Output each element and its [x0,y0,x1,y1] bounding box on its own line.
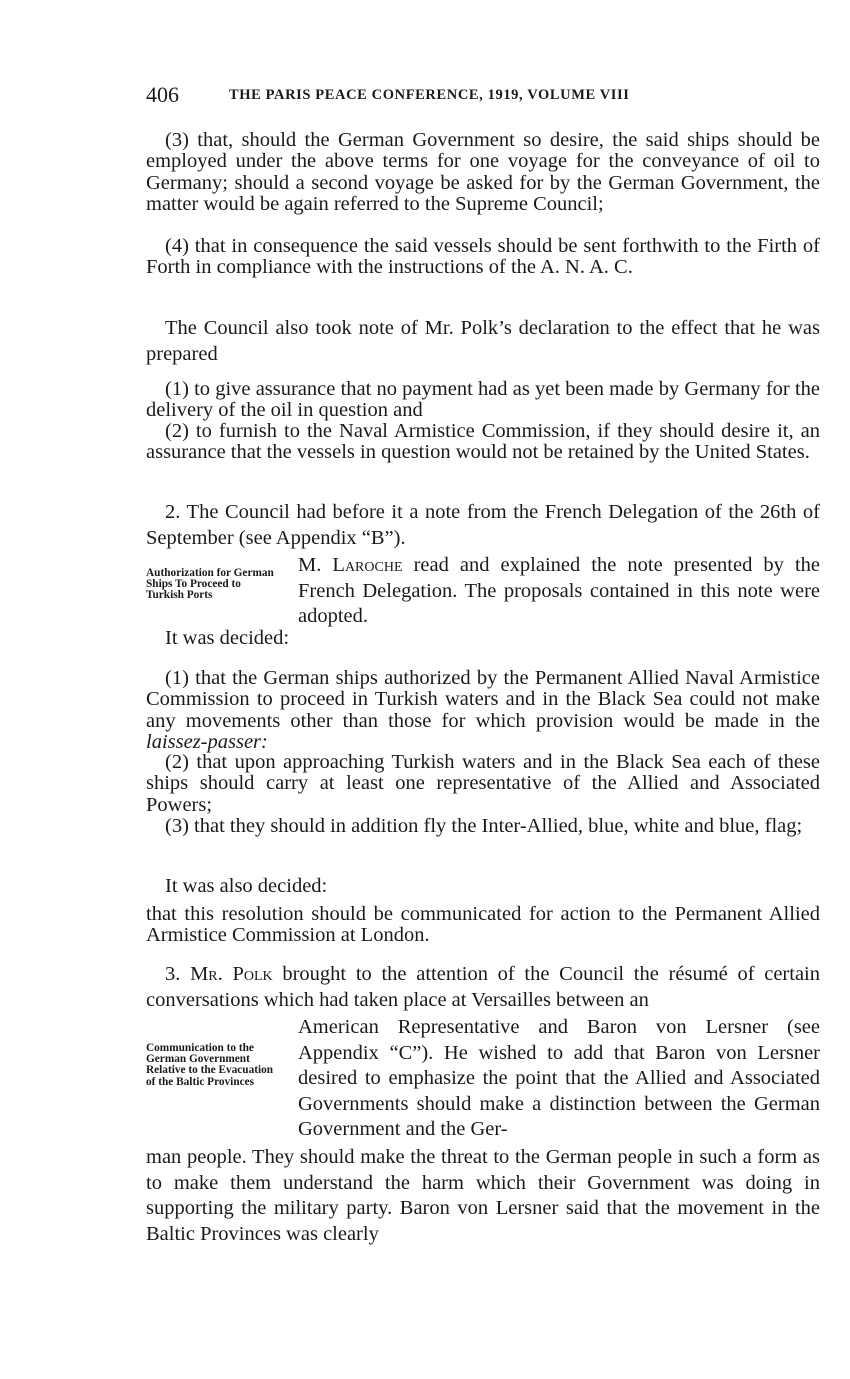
paragraph-polk-1: (1) to give assurance that no payment had as yet been made by Germany for the delivery of the oil in question and [146,378,820,422]
paragraph-polk-2: (2) to furnish to the Naval Armistice Commission, if they should desire it, an assurance that the vessels in question would not be retained by the United States. [146,420,820,464]
paragraph-section-2: 2. The Council had before it a note from the French Delegation of the 26th of September (see Appendix “B”). [146,501,820,549]
paragraph-item-4: (4) that in consequence the said vessels should be sent forthwith to the Firth of Forth in compliance with the instructions of the A. N. A. C. [146,235,820,279]
paragraph-item-3: (3) that, should the German Government so desire, the said ships should be employed under the above terms for one voyage for the conveyance of oil to Germany; should a second voyage be asked for by the German Government, the matter would be again referred to the Supreme Council; [146,129,820,215]
paragraph-decision-1: (1) that the German ships authorized by the Permanent Allied Naval Armistice Commission to proceed in Turkish waters and in the Black Sea could not make any movements other than those for which provision would be made in the laissez-passer: [146,667,820,753]
paragraph-decision-2: (2) that upon approaching Turkish waters and in the Black Sea each of these ships should carry at least one representative of the Allied and Associated Powers; [146,751,820,816]
paragraph-laroche: M. Laroche read and explained the note presented by the French Delegation. The proposals contained in this note were adopted. [298,554,820,627]
laissez-passer-term: laissez-passer: [146,730,268,753]
paragraph-also-decided: It was also decided: [165,875,328,897]
speaker-polk: Mr. Polk [190,963,273,985]
paragraph-council-note: The Council also took note of Mr. Polk’s declaration to the effect that he was prepared [146,317,820,365]
paragraph-it-was-decided: It was decided: [165,627,290,649]
page-header [146,82,818,110]
paragraph-section-3-intro: 3. Mr. Polk brought to the attention of the Council the résumé of certain conversations which had taken place at Versailles between an [146,963,820,1011]
paragraph-decision-3: (3) that they should in addition fly the Inter-Allied, blue, white and blue, flag; [165,815,803,837]
side-note-baltic-provinces: Communication to the German Government Relative to the Evacuation of the Baltic Provinces [146,1042,274,1088]
side-note-turkish-ports: Authorization for German Ships To Proceed to Turkish Ports [146,567,274,602]
paragraph-section-3-continued: man people. They should make the threat to the German people in such a form as to make them understand the harm which their Government was doing in supporting the military party. Baron von Lersner said that the movement in the Baltic Provinces was clearly [146,1146,820,1245]
running-title: THE PARIS PEACE CONFERENCE, 1919, VOLUME VIII [229,87,630,103]
paragraph-resolution: that this resolution should be communicated for action to the Permanent Allied Armistice Commission at London. [146,903,820,947]
speaker-laroche: M. Laroche [298,554,403,576]
page-number: 406 [146,82,179,107]
paragraph-section-3-inset: American Representative and Baron von Lersner (see Appendix “C”). He wished to add that Baron von Lersner desired to emphasize the point that the Allied and Associated Governments should make a distinction between the German Government and the Ger- [298,1016,820,1140]
